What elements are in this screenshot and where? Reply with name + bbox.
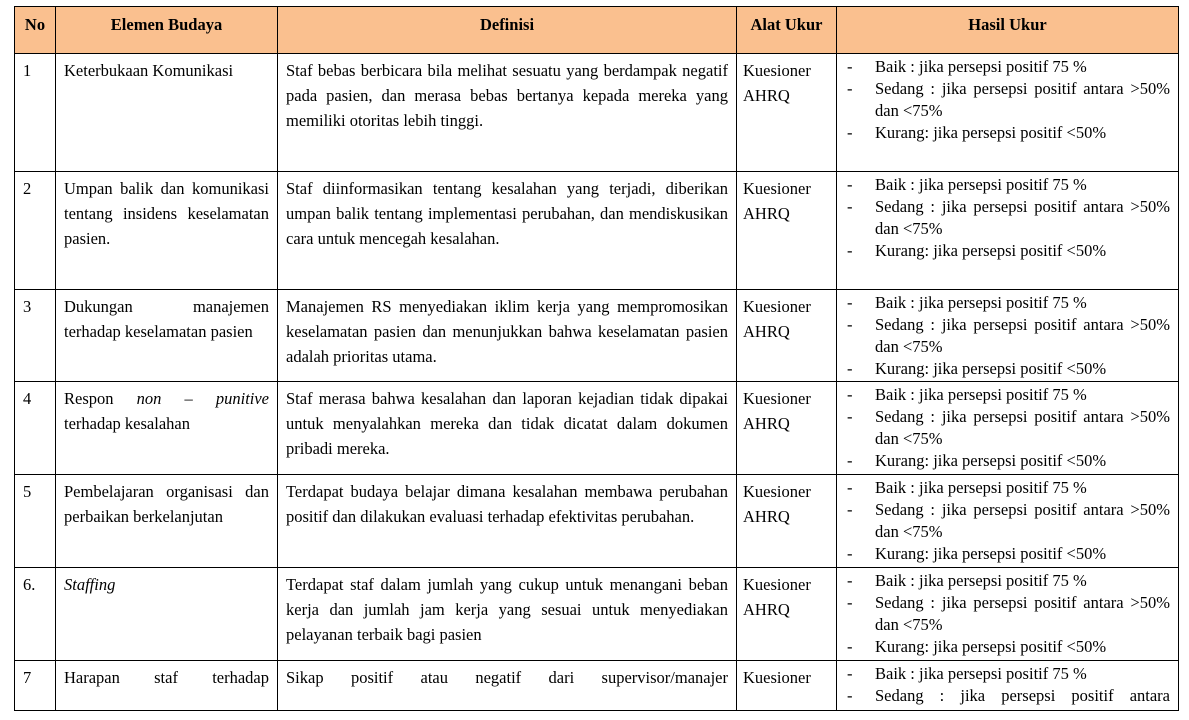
- row-definisi: Staf bebas berbicara bila melihat sesuatu yang berdampak negatif pada pasien, dan merasa bebas bertanya kepada mereka yang memiliki otoritas lebih tinggi.: [278, 54, 737, 172]
- table-row: [15, 661, 1179, 711]
- hasil-kurang: - Kurang: jika persepsi positif <50%: [845, 636, 1170, 658]
- row-elemen: [56, 661, 278, 711]
- header-elemen: Elemen Budaya: [56, 7, 278, 54]
- row-hasil: [837, 54, 1179, 172]
- row-hasil: [837, 172, 1179, 290]
- hasil-baik: - Baik : jika persepsi positif 75 %: [845, 174, 1170, 196]
- hasil-baik: - Baik : jika persepsi positif 75 %: [845, 384, 1170, 406]
- row-no: 3: [15, 290, 56, 382]
- row-alat: Kuesioner AHRQ: [737, 382, 837, 475]
- table-row: [15, 568, 1179, 661]
- hasil-sedang: - Sedang : jika persepsi positif antara >50% dan <75%: [845, 314, 1170, 358]
- header-alat: Alat Ukur: [737, 7, 837, 54]
- row-no: 5: [15, 475, 56, 568]
- row-no: 2: [15, 172, 56, 290]
- row-alat: Kuesioner AHRQ: [737, 172, 837, 290]
- elemen-text: Harapan staf terhadap: [64, 668, 269, 687]
- hasil-baik: - Baik : jika persepsi positif 75 %: [845, 663, 1170, 685]
- culture-elements-table: [14, 6, 1179, 711]
- table-row: [15, 290, 1179, 382]
- elemen-post: terhadap kesalahan: [64, 414, 190, 433]
- row-elemen: Staffing: [56, 568, 278, 661]
- row-elemen: [56, 382, 278, 475]
- elemen-italic: non – punitive: [136, 389, 270, 408]
- row-hasil: [837, 290, 1179, 382]
- row-no: 6.: [15, 568, 56, 661]
- hasil-kurang: - Kurang: jika persepsi positif <50%: [845, 358, 1170, 380]
- elemen-pre: Respon: [64, 389, 137, 408]
- row-alat: Kuesioner AHRQ: [737, 568, 837, 661]
- hasil-sedang: - Sedang : jika persepsi positif antara >50% dan <75%: [845, 592, 1170, 636]
- hasil-kurang: - Kurang: jika persepsi positif <50%: [845, 543, 1170, 565]
- hasil-baik: - Baik : jika persepsi positif 75 %: [845, 292, 1170, 314]
- row-no: 4: [15, 382, 56, 475]
- row-elemen: Umpan balik dan komunikasi tentang insidens keselamatan pasien.: [56, 172, 278, 290]
- header-no: No: [15, 7, 56, 54]
- row-definisi: Manajemen RS menyediakan iklim kerja yang mempromosikan keselamatan pasien dan menunjukkan bahwa keselamatan pasien adalah prioritas utama.: [278, 290, 737, 382]
- hasil-sedang: - Sedang : jika persepsi positif antara >50% dan <75%: [845, 499, 1170, 543]
- header-row: [15, 7, 1179, 54]
- table-row: [15, 382, 1179, 475]
- row-elemen: Dukungan manajemen terhadap keselamatan pasien: [56, 290, 278, 382]
- hasil-kurang: - Kurang: jika persepsi positif <50%: [845, 240, 1170, 262]
- row-no: 7: [15, 661, 56, 711]
- row-elemen: Pembelajaran organisasi dan perbaikan berkelanjutan: [56, 475, 278, 568]
- hasil-baik: - Baik : jika persepsi positif 75 %: [845, 570, 1170, 592]
- row-definisi: [278, 661, 737, 711]
- row-no: 1: [15, 54, 56, 172]
- table-row: [15, 54, 1179, 172]
- row-definisi: Staf diinformasikan tentang kesalahan yang terjadi, diberikan umpan balik tentang implementasi perubahan, dan mendiskusikan cara untuk mencegah kesalahan.: [278, 172, 737, 290]
- row-hasil: [837, 568, 1179, 661]
- hasil-sedang: - Sedang : jika persepsi positif antara >50% dan <75%: [845, 78, 1170, 122]
- hasil-baik: - Baik : jika persepsi positif 75 %: [845, 477, 1170, 499]
- row-hasil: [837, 382, 1179, 475]
- hasil-sedang: - Sedang : jika persepsi positif antara >50% dan <75%: [845, 406, 1170, 450]
- row-alat: Kuesioner AHRQ: [737, 290, 837, 382]
- row-elemen: Keterbukaan Komunikasi: [56, 54, 278, 172]
- hasil-sedang: - Sedang : jika persepsi positif antara: [845, 685, 1170, 707]
- table-row: [15, 475, 1179, 568]
- row-alat: Kuesioner AHRQ: [737, 475, 837, 568]
- row-hasil: [837, 661, 1179, 711]
- row-definisi: Terdapat staf dalam jumlah yang cukup untuk menangani beban kerja dan jumlah jam kerja yang sesuai untuk menyediakan pelayanan terbaik bagi pasien: [278, 568, 737, 661]
- table-row: [15, 172, 1179, 290]
- row-definisi: Terdapat budaya belajar dimana kesalahan membawa perubahan positif dan dilakukan evaluasi terhadap efektivitas perubahan.: [278, 475, 737, 568]
- row-alat: Kuesioner: [737, 661, 837, 711]
- row-definisi: Staf merasa bahwa kesalahan dan laporan kejadian tidak dipakai untuk menyalahkan mereka dan tidak dicatat dalam dokumen pribadi mereka.: [278, 382, 737, 475]
- hasil-kurang: - Kurang: jika persepsi positif <50%: [845, 450, 1170, 472]
- header-definisi: Definisi: [278, 7, 737, 54]
- hasil-kurang: - Kurang: jika persepsi positif <50%: [845, 122, 1170, 144]
- row-hasil: [837, 475, 1179, 568]
- hasil-baik: - Baik : jika persepsi positif 75 %: [845, 56, 1170, 78]
- row-alat: Kuesioner AHRQ: [737, 54, 837, 172]
- header-hasil: Hasil Ukur: [837, 7, 1179, 54]
- definisi-text: Sikap positif atau negatif dari supervisor/manajer: [286, 668, 728, 687]
- hasil-sedang: - Sedang : jika persepsi positif antara >50% dan <75%: [845, 196, 1170, 240]
